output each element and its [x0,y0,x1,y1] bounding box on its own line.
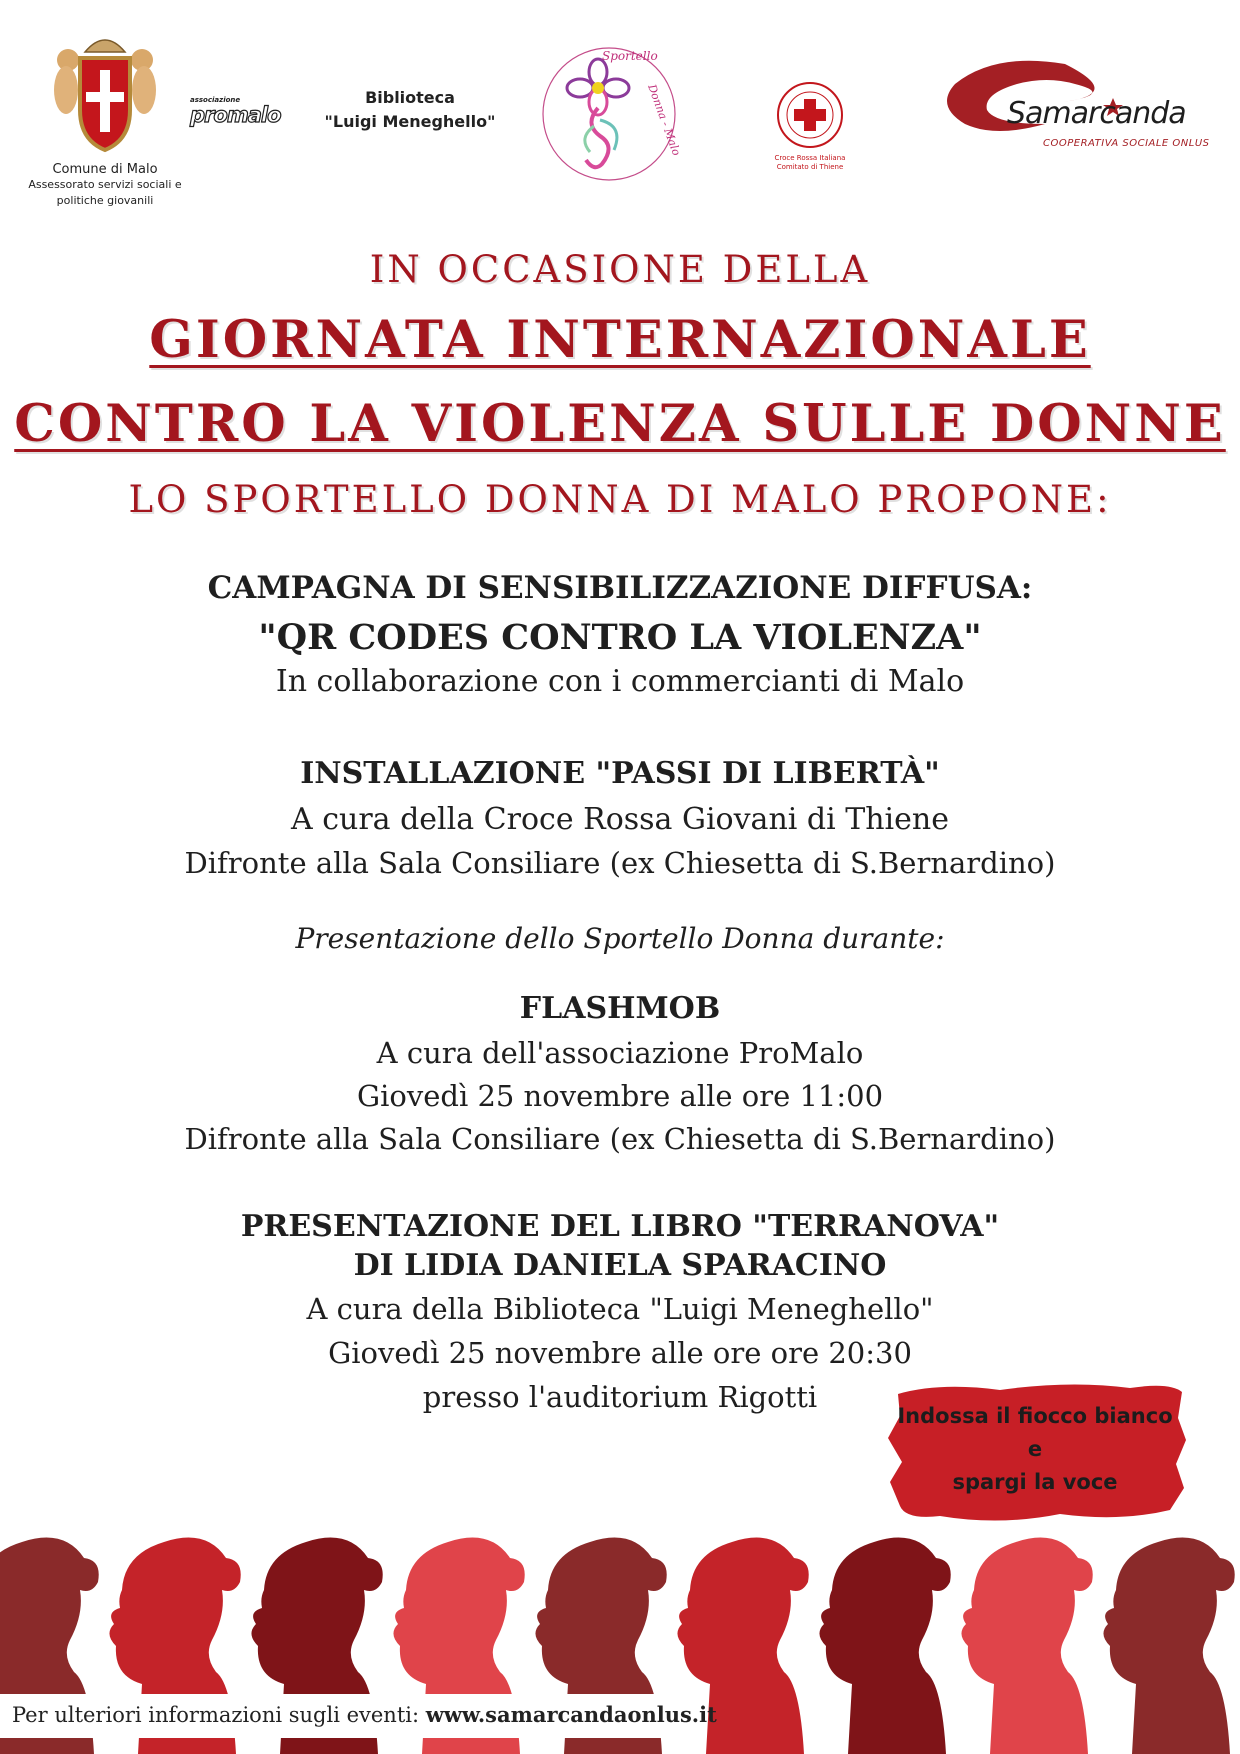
libro-line1: A cura della Biblioteca "Luigi Meneghello" [306,1292,934,1326]
promalo-wordmark: promalo [190,103,281,127]
flashmob-line1: A cura dell'associazione ProMalo [376,1036,864,1070]
silhouette-8 [961,1538,1092,1754]
comune-sub-line1: Assessorato servizi sociali e [28,178,182,191]
flower-icon [538,46,680,182]
promalo-logo [190,96,281,126]
headline-sportello-propone: LO SPORTELLO DONNA DI MALO PROPONE: [128,478,1112,521]
croce-label-line2: Comitato di Thiene [776,163,844,171]
footer-url-link[interactable]: www.samarcandaonlus.it [425,1702,717,1727]
sportello-donna-logo [538,46,680,186]
fiocco-bianco-badge [880,1378,1190,1528]
campagna-subtitle: "QR CODES CONTRO LA VIOLENZA" [258,617,982,658]
red-cross-icon [775,80,845,150]
biblioteca-logo [320,86,500,134]
silhouette-7 [819,1538,950,1754]
samarcanda-title: Samarcanda [1007,96,1186,131]
biblioteca-line1: Biblioteca [365,88,455,107]
libro-line3: presso l'auditorium Rigotti [422,1380,818,1414]
promalo-small-text: associazione [190,96,241,104]
comune-sub-line2: politiche giovanili [56,194,154,207]
presentazione-intro: Presentazione dello Sportello Donna durante: [295,922,945,955]
comune-name: Comune di Malo [52,162,158,177]
flashmob-line2: Giovedì 25 novembre alle ore 11:00 [356,1079,884,1113]
svg-text:Sportello: Sportello [602,49,658,63]
installazione-line2: Difronte alla Sala Consiliare (ex Chiesetta di S.Bernardino) [184,846,1056,880]
svg-text:Donna - Malo: Donna - Malo [645,82,680,158]
libro-line2: Giovedì 25 novembre alle ore ore 20:30 [328,1336,912,1370]
headline-giornata: GIORNATA INTERNAZIONALE [149,310,1091,370]
silhouette-9 [1103,1538,1234,1754]
comune-logo [20,30,190,209]
footer-label: Per ulteriori informazioni sugli eventi: [12,1703,426,1727]
headline-occasion: IN OCCASIONE DELLA [369,248,871,291]
headline-contro-violenza: CONTRO LA VIOLENZA SULLE DONNE [14,394,1226,454]
campagna-title: CAMPAGNA DI SENSIBILIZZAZIONE DIFFUSA: [207,570,1033,606]
footer-bar [0,1694,717,1738]
croce-label-line1: Croce Rossa Italiana [774,154,846,162]
biblioteca-line2: "Luigi Meneghello" [324,112,496,131]
flashmob-title: FLASHMOB [519,991,721,1026]
flashmob-line3: Difronte alla Sala Consiliare (ex Chiesetta di S.Bernardino) [184,1122,1056,1156]
libro-title1: PRESENTAZIONE DEL LIBRO "TERRANOVA" [240,1209,1000,1244]
libro-title2: DI LIDIA DANIELA SPARACINO [353,1248,887,1283]
badge-line3: spargi la voce [952,1470,1118,1494]
samarcanda-subtitle: COOPERATIVA SOCIALE ONLUS [1043,138,1210,149]
croce-rossa-logo [765,80,855,172]
installazione-title: INSTALLAZIONE "PASSI DI LIBERTÀ" [300,756,940,791]
installazione-line1: A cura della Croce Rossa Giovani di Thiene [291,802,949,837]
coat-of-arms-icon [50,30,160,160]
samarcanda-logo [935,54,1210,168]
campagna-detail: In collaborazione con i commercianti di Malo [275,664,965,699]
badge-line1: Indossa il fiocco bianco [897,1404,1173,1428]
badge-line2: e [1027,1437,1043,1461]
